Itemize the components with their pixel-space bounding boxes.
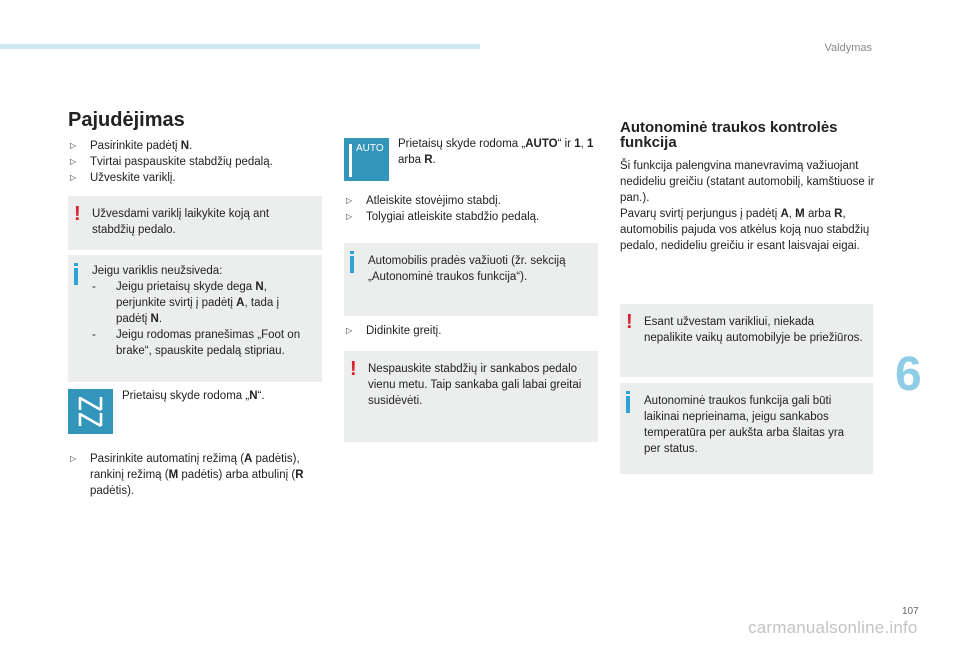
auto-gear-display-icon: AUTO <box>344 138 389 181</box>
n-gear-display-icon <box>68 389 113 434</box>
list-item: ▷ Tolygiai atleiskite stabdžio pedalą. <box>344 209 599 225</box>
exclamation-icon: ! <box>74 203 81 225</box>
section-heading-autonomine: Autonominė traukos kontrolės funkcija <box>620 119 838 151</box>
warning-text: Užvesdami variklį laikykite koją ant stabdžių pedalo. <box>92 208 270 236</box>
section-heading-pajudejimas: Pajudėjimas <box>68 109 185 131</box>
speed-steps-list <box>344 323 599 339</box>
warning-box <box>344 351 598 442</box>
warning-text: Esant užvestam varikliui, niekada nepalikite vaikų automobilyje be priežiūros. <box>644 316 863 344</box>
mode-steps-list <box>68 451 323 499</box>
start-steps-list <box>68 138 328 186</box>
watermark: carmanualsonline.info <box>748 618 918 637</box>
page-number: 107 <box>902 606 919 617</box>
info-icon <box>626 391 630 413</box>
warning-box <box>620 304 873 377</box>
list-item: - Jeigu rodomas pranešimas „Foot on brake“, spauskite pedalą stipriau. <box>92 329 301 357</box>
release-steps-list <box>344 193 599 225</box>
list-item: ▷ Atleiskite stovėjimo stabdį. <box>344 193 599 209</box>
exclamation-icon: ! <box>350 358 357 380</box>
info-text: Automobilis pradės važiuoti (žr. sekciją „Autonominė traukos funkcija“). <box>368 255 566 283</box>
n-display-text: Prietaisų skyde rodoma „N“. <box>122 390 265 402</box>
list-item: ▷ Užveskite variklį. <box>68 170 328 186</box>
list-item: ▷ Tvirtai paspauskite stabdžių pedalą. <box>68 154 328 170</box>
list-item: - Jeigu prietaisų skyde dega N, perjunkite svirtį į padėtį A, tada į padėtį N. <box>92 281 280 325</box>
warning-text: Nespauskite stabdžių ir sankabos pedalo vienu metu. Taip sankaba gali labai greitai susidėvėti. <box>368 363 582 407</box>
section-title: Valdymas <box>824 42 872 54</box>
auto-display-text: Prietaisų skyde rodoma „AUTO“ ir 1, 1 arba R. <box>398 138 594 166</box>
warning-box <box>68 196 322 250</box>
info-intro: Jeigu variklis neužsiveda: <box>92 265 223 277</box>
list-item: ▷ Didinkite greitį. <box>344 323 599 339</box>
info-box <box>68 255 322 382</box>
info-icon <box>74 263 78 285</box>
info-box <box>620 383 873 474</box>
chapter-number: 6 <box>895 348 922 401</box>
list-item: ▷ Pasirinkite padėtį N. <box>68 138 328 154</box>
header-accent-bar <box>0 44 480 49</box>
info-text: Autonominė traukos funkcija gali būti laikinai neprieinama, jeigu sankabos temperatūra per aukšta arba šlaitas yra per status. <box>644 395 845 455</box>
function-description: Ši funkcija palengvina manevravimą važiuojant nedideliu greičiu (statant automobilį, kamštiuose ir pan.). Pavarų svirtį perjungus į padėtį A, M arba R, automobilis pajuda vos atkėlus koją nuo stabdžių pedalo, nedideliu greičiu ir esant laisvajai eigai. <box>620 160 875 252</box>
exclamation-icon: ! <box>626 311 633 333</box>
info-icon <box>350 251 354 273</box>
info-box <box>344 243 598 316</box>
list-item: ▷ Pasirinkite automatinį režimą (A padėtis), rankinį režimą (M padėtis) arba atbulinį (R padėtis). <box>68 451 323 499</box>
